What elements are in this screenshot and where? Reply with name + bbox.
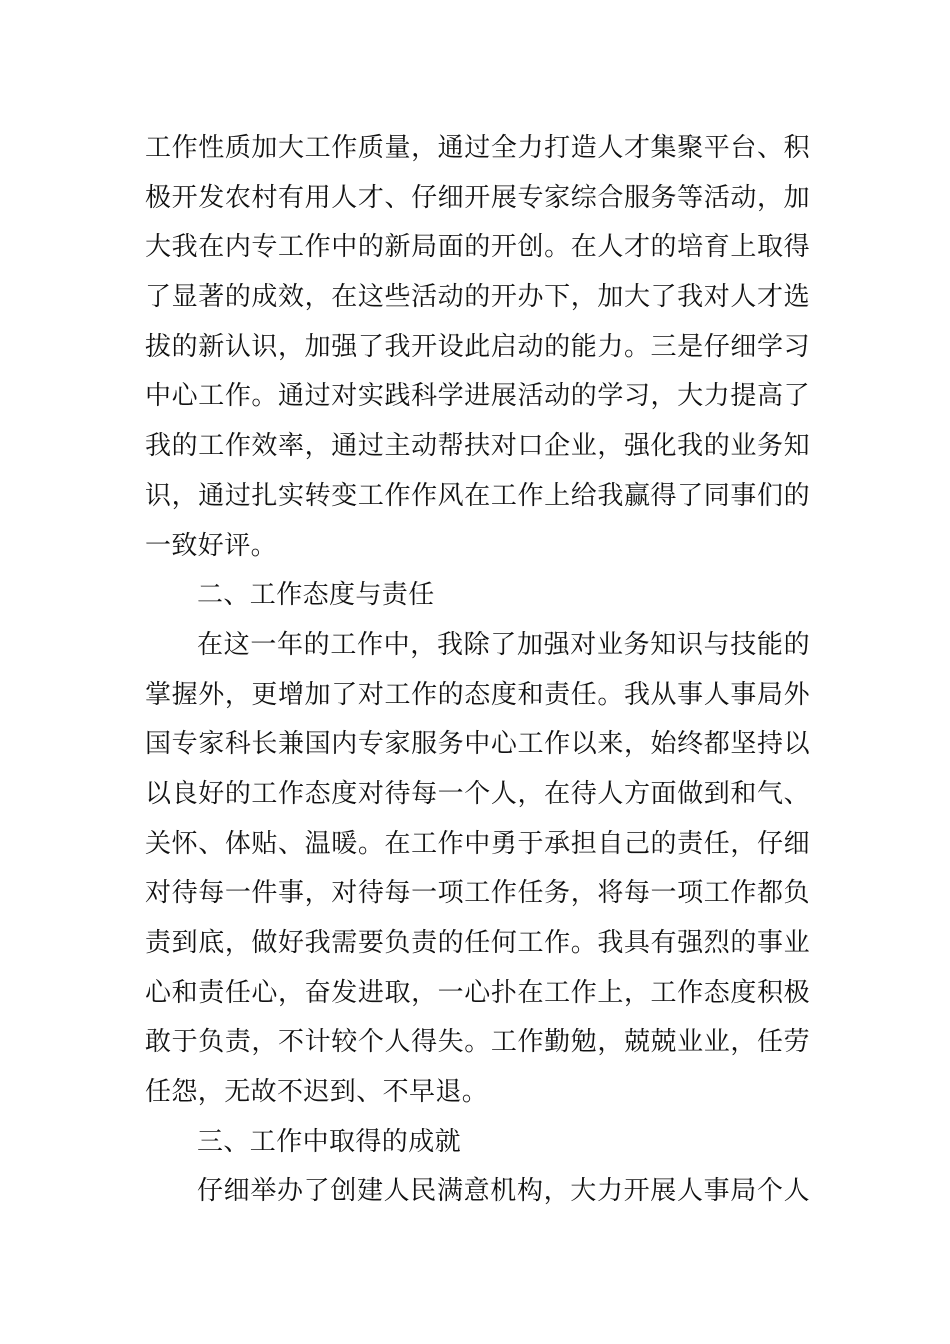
text-line: 掌握外，更增加了对工作的态度和责任。我从事人事局外	[145, 679, 810, 710]
text-line: 工作性质加大工作质量，通过全力打造人才集聚平台、积	[145, 133, 810, 163]
text-line: 极开发农村有用人才、仔细开展专家综合服务等活动，加	[145, 182, 810, 213]
document-body	[145, 124, 810, 1217]
text-line: 心和责任心，奋发进取，一心扑在工作上，工作态度积极	[145, 977, 810, 1008]
text-line: 以良好的工作态度对待每一个人，在待人方面做到和气、	[145, 778, 810, 809]
text-line: 一致好评。	[145, 530, 278, 561]
text-line: 敢于负责，不计较个人得失。工作勤勉，兢兢业业，任劳	[145, 1027, 810, 1058]
text-line: 拔的新认识，加强了我开设此启动的能力。三是仔细学习	[145, 331, 810, 362]
text-line: 关怀、体贴、温暖。在工作中勇于承担自己的责任，仔细	[145, 828, 810, 859]
text-line: 识，通过扎实转变工作作风在工作上给我赢得了同事们的	[145, 480, 810, 511]
section-heading-2: 二、工作态度与责任	[197, 580, 435, 611]
text-line: 我的工作效率，通过主动帮扶对口企业，强化我的业务知	[145, 431, 810, 462]
text-line: 责到底，做好我需要负责的任何工作。我具有强烈的事业	[145, 928, 810, 958]
text-line: 中心工作。通过对实践科学进展活动的学习，大力提高了	[145, 381, 810, 412]
text-line: 了显著的成效，在这些活动的开办下，加大了我对人才选	[145, 282, 810, 313]
paragraph-work-attitude	[145, 621, 810, 1118]
text-line: 任怨，无故不迟到、不早退。	[145, 1077, 489, 1108]
text-line: 国专家科长兼国内专家服务中心工作以来，始终都坚持以	[145, 729, 810, 760]
text-line: 在这一年的工作中，我除了加强对业务知识与技能的	[197, 629, 810, 660]
paragraph-continuation	[145, 124, 810, 571]
paragraph-achievements	[145, 1167, 810, 1217]
section-heading-3: 三、工作中取得的成就	[197, 1126, 462, 1157]
text-line: 仔细举办了创建人民满意机构，大力开展人事局个人	[197, 1176, 810, 1207]
text-line: 对待每一件事，对待每一项工作任务，将每一项工作都负	[145, 878, 810, 909]
text-line: 大我在内专工作中的新局面的开创。在人才的培育上取得	[145, 232, 810, 263]
